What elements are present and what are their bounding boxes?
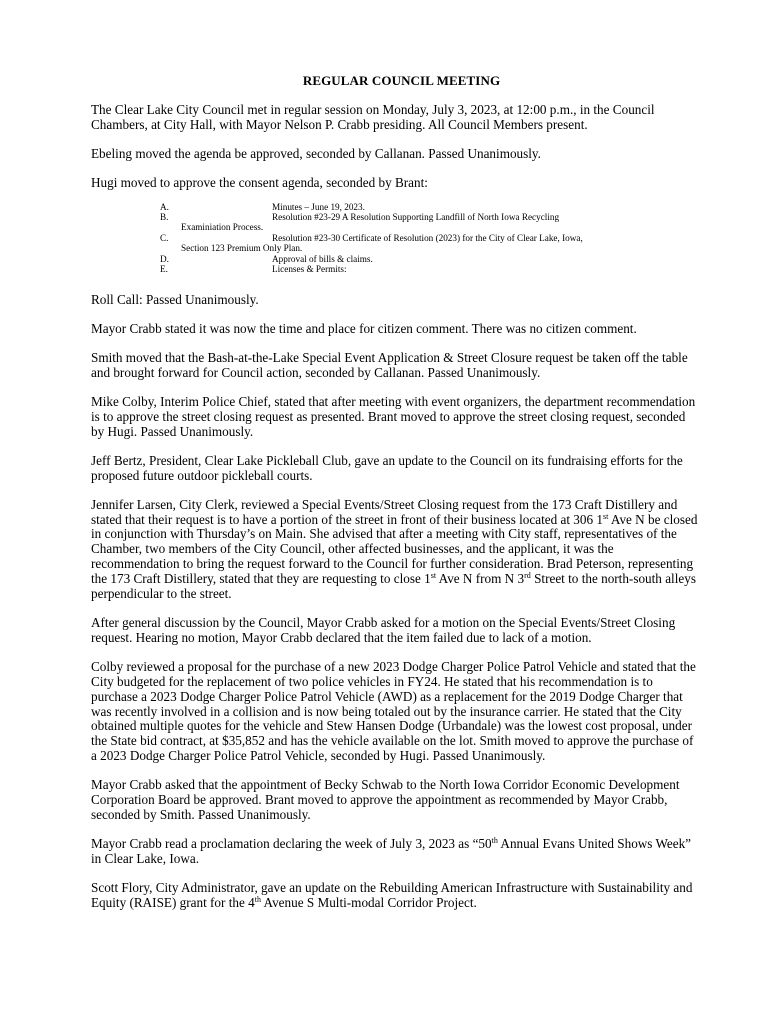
list-item <box>91 233 700 254</box>
paragraph-motion-failed: After general discussion by the Council, Mayor Crabb asked for a motion on the Special Events/Street Closing request. Hearing no motion, Mayor Crabb declared that the item failed due to lack of a motion. <box>91 614 676 645</box>
list-item <box>91 264 700 274</box>
paragraph-craft-distillery-request <box>91 498 700 602</box>
superscript: th <box>491 835 498 845</box>
list-item-text: Resolution #23-30 Certificate of Resolution (2023) for the City of Clear Lake, Iowa, <box>272 232 583 243</box>
text-run: Avenue S Multi-modal Corridor Project. <box>260 894 477 910</box>
list-item-letter: D. <box>160 253 169 264</box>
paragraph-session-opening: The Clear Lake City Council met in regular session on Monday, July 3, 2023, at 12:00 p.m., in the Council Chambers, at City Hall, with Mayor Nelson P. Crabb presiding. All Council Members present. <box>91 102 655 132</box>
text-run: Mayor Crabb read a proclamation declaring the week of July 3, 2023 as “50 <box>91 835 492 851</box>
text-run: Street to the north-south alleys perpendicular to the street. <box>91 571 696 602</box>
list-item <box>91 202 700 212</box>
text-run: Annual Evans United Shows Week” in Clear Lake, Iowa. <box>91 835 692 866</box>
paragraph-pickleball-update: Jeff Bertz, President, Clear Lake Pickleball Club, gave an update to the Council on its fundraising efforts for the proposed future outdoor pickleball courts. <box>91 452 683 483</box>
superscript: th <box>254 894 261 904</box>
text-run: Ave N be closed in conjunction with Thursday’s on Main. She advised that after a meeting with City staff, representatives of the Chamber, two members of the City Council, other affected businesses, and the applicant, it was the recommendation to bring the request forward to the Council for further consideration. Brad Peterson, representing the 173 Craft Distillery, stated that they are requesting to close 1 <box>91 511 698 587</box>
paragraph-bash-at-the-lake: Smith moved that the Bash-at-the-Lake Special Event Application & Street Closure request be taken off the table and brought forward for Council action, seconded by Callanan. Passed Unanimously. <box>91 350 688 381</box>
paragraph-proclamation <box>91 837 700 867</box>
text-run: Jennifer Larsen, City Clerk, reviewed a Special Events/Street Closing request from the 173 Craft Distillery and stated that their request is to have a portion of the street in front of their business located at 306 1 <box>91 496 678 527</box>
list-item-letter: E. <box>160 264 168 275</box>
superscript: st <box>602 511 609 521</box>
superscript: rd <box>524 571 531 581</box>
paragraph-police-vehicle-purchase: Colby reviewed a proposal for the purchase of a new 2023 Dodge Charger Police Patrol Vehicle and stated that the City budgeted for the replacement of two police vehicles in FY24. He stated that his recommendation is to purchase a 2023 Dodge Charger Police Patrol Vehicle (AWD) as a replacement for the 2019 Dodge Charger that was recently involved in a collision and is now being totaled out by the insurance carrier. He stated that the City obtained multiple quotes for the vehicle and Stew Hansen Dodge (Urbandale) was the lowest cost proposal, under the State bid contract, at $35,852 and has the vehicle available on the lot. Smith moved to approve the purchase of a 2023 Dodge Charger Police Patrol Vehicle, seconded by Hugi. Passed Unanimously. <box>91 658 696 764</box>
consent-agenda-list <box>91 202 700 275</box>
list-item-continuation: Section 123 Premium Only Plan. <box>181 243 303 254</box>
list-item-text: Approval of bills & claims. <box>272 253 373 264</box>
list-item-text: Resolution #23-29 A Resolution Supporting Landfill of North Iowa Recycling <box>272 212 560 223</box>
paragraph-roll-call: Roll Call: Passed Unanimously. <box>91 292 259 308</box>
document-title: REGULAR COUNCIL MEETING <box>302 73 501 88</box>
text-run: Scott Flory, City Administrator, gave an update on the Rebuilding American Infrastructure with Sustainability and Equity (RAISE) grant for the 4 <box>91 879 693 910</box>
paragraph-raise-grant-update <box>91 881 700 911</box>
text-run: Ave N from N 3 <box>436 571 525 587</box>
paragraph-board-appointment: Mayor Crabb asked that the appointment of Becky Schwab to the North Iowa Corridor Economic Development Corporation Board be approved. Brant moved to approve the appointment as recommended by Mayor Crabb, seconded by Smith. Passed Unanimously. <box>91 777 680 822</box>
list-item-letter: B. <box>160 212 169 223</box>
list-item <box>91 254 700 264</box>
paragraph-police-chief-recommendation: Mike Colby, Interim Police Chief, stated that after meeting with event organizers, the department recommendation is to approve the street closing request as presented. Brant moved to approve the street closing request, seconded by Hugi. Passed Unanimously. <box>91 394 696 439</box>
list-item-continuation: Examiniation Process. <box>181 222 264 233</box>
paragraph-citizen-comment: Mayor Crabb stated it was now the time and place for citizen comment. There was no citizen comment. <box>91 321 637 337</box>
list-item-text: Licenses & Permits: <box>272 264 347 275</box>
list-item <box>91 212 700 233</box>
paragraph-agenda-approval: Ebeling moved the agenda be approved, seconded by Callanan. Passed Unanimously. <box>91 145 541 161</box>
list-item-text: Minutes – June 19, 2023. <box>272 201 365 212</box>
list-item-letter: C. <box>160 232 169 243</box>
superscript: st <box>430 571 437 581</box>
list-item-letter: A. <box>160 201 169 212</box>
paragraph-consent-agenda: Hugi moved to approve the consent agenda, seconded by Brant: <box>91 174 428 190</box>
